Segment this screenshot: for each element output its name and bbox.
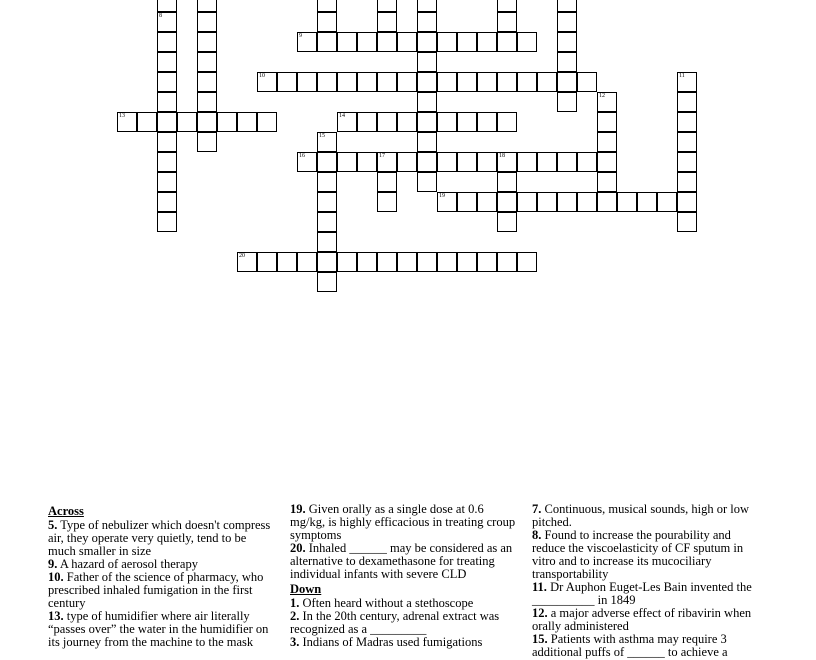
grid-cell[interactable] (377, 252, 397, 272)
grid-cell[interactable] (197, 72, 217, 92)
grid-cell[interactable] (557, 72, 577, 92)
grid-cell[interactable] (397, 152, 417, 172)
grid-cell[interactable] (497, 172, 517, 192)
grid-cell[interactable] (597, 152, 617, 172)
grid-cell[interactable] (257, 252, 277, 272)
grid-cell[interactable] (597, 172, 617, 192)
clue-number: 15 (319, 133, 325, 139)
clues-column-2 (290, 503, 518, 649)
clue-across-20: 20. Inhaled ______ may be considered as an alternative to dexamethasone for treating individual infants with severe CLD (290, 541, 513, 581)
grid-cell[interactable] (197, 112, 217, 132)
grid-cell[interactable] (417, 12, 437, 32)
grid-cell[interactable] (517, 192, 537, 212)
grid-cell[interactable] (157, 212, 177, 232)
grid-cell[interactable] (557, 52, 577, 72)
grid-cell[interactable] (437, 192, 457, 212)
grid-cell[interactable] (317, 272, 337, 292)
clues-column-3 (532, 503, 764, 659)
grid-cell[interactable] (397, 32, 417, 52)
clue-number: 8 (159, 13, 162, 19)
grid-cell[interactable] (457, 32, 477, 52)
grid-cell[interactable] (497, 72, 517, 92)
grid-cell[interactable] (317, 0, 337, 12)
grid-cell[interactable] (197, 0, 217, 12)
grid-cell[interactable] (677, 172, 697, 192)
clues-column-1 (48, 503, 276, 649)
grid-cell[interactable] (417, 0, 437, 12)
grid-cell[interactable] (377, 112, 397, 132)
grid-cell[interactable] (357, 32, 377, 52)
grid-cell[interactable] (297, 152, 317, 172)
grid-cell[interactable] (317, 172, 337, 192)
grid-cell[interactable] (637, 192, 657, 212)
grid-cell[interactable] (617, 192, 637, 212)
grid-cell[interactable] (157, 172, 177, 192)
grid-cell[interactable] (197, 32, 217, 52)
grid-cell[interactable] (377, 152, 397, 172)
clue-number: 18 (499, 153, 505, 159)
grid-cell[interactable] (477, 192, 497, 212)
grid-cell[interactable] (537, 72, 557, 92)
grid-cell[interactable] (437, 152, 457, 172)
clue-number: 12 (599, 93, 605, 99)
clue-down-2: 2. In the 20th century, adrenal extract was recognized as a _________ (290, 609, 500, 636)
grid-cell[interactable] (317, 132, 337, 152)
grid-cell[interactable] (297, 32, 317, 52)
grid-cell[interactable] (377, 32, 397, 52)
grid-cell[interactable] (677, 92, 697, 112)
clue-across-13: 13. type of humidifier where air literally “passes over” the water in the humidifier on its journey from the machine to the mask (48, 609, 269, 649)
grid-cell[interactable] (157, 32, 177, 52)
grid-cell[interactable] (397, 252, 417, 272)
clue-down-3: 3. Indians of Madras used fumigations (290, 635, 483, 649)
grid-cell[interactable] (417, 152, 437, 172)
grid-cell[interactable] (497, 112, 517, 132)
grid-cell[interactable] (317, 192, 337, 212)
grid-cell[interactable] (477, 152, 497, 172)
grid-cell[interactable] (277, 72, 297, 92)
grid-cell[interactable] (537, 192, 557, 212)
grid-cell[interactable] (357, 72, 377, 92)
grid-cell[interactable] (377, 192, 397, 212)
clue-number: 19 (439, 193, 445, 199)
grid-cell[interactable] (337, 72, 357, 92)
grid-cell[interactable] (497, 152, 517, 172)
grid-cell[interactable] (497, 12, 517, 32)
grid-cell[interactable] (437, 252, 457, 272)
grid-cell[interactable] (517, 252, 537, 272)
grid-cell[interactable] (417, 52, 437, 72)
grid-cell[interactable] (337, 112, 357, 132)
grid-cell[interactable] (397, 72, 417, 92)
grid-cell[interactable] (497, 192, 517, 212)
clue-number: 16 (299, 153, 305, 159)
grid-cell[interactable] (297, 252, 317, 272)
grid-cell[interactable] (517, 72, 537, 92)
grid-cell[interactable] (557, 12, 577, 32)
clue-down-8: 8. Found to increase the pourability and reduce the viscoelasticity of CF sputum in vitro and to increase its mucociliary transportability (532, 528, 744, 581)
grid-cell[interactable] (437, 72, 457, 92)
grid-cell[interactable] (557, 192, 577, 212)
grid-cell[interactable] (377, 0, 397, 12)
grid-cell[interactable] (177, 112, 197, 132)
grid-cell[interactable] (417, 172, 437, 192)
grid-cell[interactable] (317, 12, 337, 32)
grid-cell[interactable] (257, 112, 277, 132)
grid-cell[interactable] (497, 252, 517, 272)
grid-cell[interactable] (557, 152, 577, 172)
grid-cell[interactable] (197, 132, 217, 152)
grid-cell[interactable] (157, 52, 177, 72)
grid-cell[interactable] (157, 152, 177, 172)
grid-cell[interactable] (517, 152, 537, 172)
grid-cell[interactable] (497, 212, 517, 232)
clue-across-10: 10. Father of the science of pharmacy, who prescribed inhaled fumigation in the first century (48, 570, 264, 610)
grid-cell[interactable] (317, 152, 337, 172)
grid-cell[interactable] (357, 112, 377, 132)
grid-cell[interactable] (597, 112, 617, 132)
grid-cell[interactable] (657, 192, 677, 212)
grid-cell[interactable] (457, 252, 477, 272)
clue-down-7: 7. Continuous, musical sounds, high or low pitched. (532, 502, 750, 529)
grid-cell[interactable] (597, 192, 617, 212)
grid-cell[interactable] (417, 132, 437, 152)
grid-cell[interactable] (557, 92, 577, 112)
grid-cell[interactable] (157, 112, 177, 132)
grid-cell[interactable] (337, 152, 357, 172)
grid-cell[interactable] (317, 72, 337, 92)
grid-cell[interactable] (157, 92, 177, 112)
grid-cell[interactable] (157, 12, 177, 32)
grid-cell[interactable] (317, 212, 337, 232)
clue-number: 17 (379, 153, 385, 159)
grid-cell[interactable] (317, 32, 337, 52)
grid-cell[interactable] (477, 112, 497, 132)
grid-cell[interactable] (377, 72, 397, 92)
grid-cell[interactable] (537, 152, 557, 172)
down-heading: Down (290, 582, 322, 596)
grid-cell[interactable] (457, 152, 477, 172)
grid-cell[interactable] (417, 92, 437, 112)
grid-cell[interactable] (497, 32, 517, 52)
grid-cell[interactable] (377, 172, 397, 192)
grid-cell[interactable] (577, 152, 597, 172)
grid-cell[interactable] (217, 112, 237, 132)
grid-cell[interactable] (277, 252, 297, 272)
grid-cell[interactable] (297, 72, 317, 92)
grid-cell[interactable] (597, 132, 617, 152)
grid-cell[interactable] (137, 112, 157, 132)
grid-cell[interactable] (117, 112, 137, 132)
grid-cell[interactable] (417, 252, 437, 272)
grid-cell[interactable] (597, 92, 617, 112)
grid-cell[interactable] (437, 32, 457, 52)
clue-across-5: 5. Type of nebulizer which doesn't compress air, they operate very quietly, tend to be much smaller in size (48, 518, 271, 558)
grid-cell[interactable] (417, 112, 437, 132)
grid-cell[interactable] (677, 212, 697, 232)
grid-cell[interactable] (557, 0, 577, 12)
grid-cell[interactable] (477, 72, 497, 92)
grid-cell[interactable] (157, 132, 177, 152)
clue-number: 14 (339, 113, 345, 119)
grid-cell[interactable] (677, 112, 697, 132)
grid-cell[interactable] (237, 252, 257, 272)
grid-cell[interactable] (577, 72, 597, 92)
grid-cell[interactable] (477, 252, 497, 272)
clue-down-15: 15. Patients with asthma may require 3 additional puffs of ______ to achieve a (532, 632, 728, 659)
grid-cell[interactable] (357, 252, 377, 272)
clue-number: 10 (259, 73, 265, 79)
grid-cell[interactable] (197, 12, 217, 32)
grid-cell[interactable] (457, 72, 477, 92)
grid-cell[interactable] (397, 112, 417, 132)
across-heading: Across (48, 504, 84, 518)
grid-cell[interactable] (417, 72, 437, 92)
grid-cell[interactable] (157, 72, 177, 92)
crossword-grid (0, 0, 816, 300)
clue-down-11: 11. Dr Auphon Euget-Les Bain invented the __________ in 1849 (532, 580, 752, 607)
grid-cell[interactable] (357, 152, 377, 172)
grid-cell[interactable] (577, 192, 597, 212)
grid-cell[interactable] (677, 192, 697, 212)
grid-cell[interactable] (337, 32, 357, 52)
clue-number: 20 (239, 253, 245, 259)
grid-cell[interactable] (377, 12, 397, 32)
clue-across-19: 19. Given orally as a single dose at 0.6 mg/kg, is highly efficacious in treating croup symptoms (290, 502, 516, 542)
grid-cell[interactable] (457, 112, 477, 132)
grid-cell[interactable] (157, 192, 177, 212)
grid-cell[interactable] (457, 192, 477, 212)
grid-cell[interactable] (437, 112, 457, 132)
grid-cell[interactable] (257, 72, 277, 92)
grid-cell[interactable] (557, 32, 577, 52)
grid-cell[interactable] (477, 32, 497, 52)
clue-number: 9 (299, 33, 302, 39)
clue-number: 13 (119, 113, 125, 119)
grid-cell[interactable] (517, 32, 537, 52)
grid-cell[interactable] (677, 72, 697, 92)
grid-cell[interactable] (677, 132, 697, 152)
clue-down-12: 12. a major adverse effect of ribavirin when orally administered (532, 606, 752, 633)
grid-cell[interactable] (337, 252, 357, 272)
grid-cell[interactable] (317, 252, 337, 272)
grid-cell[interactable] (317, 232, 337, 252)
clue-across-9: 9. A hazard of aerosol therapy (48, 557, 198, 571)
clue-number: 11 (679, 73, 685, 79)
grid-cell[interactable] (417, 32, 437, 52)
grid-cell[interactable] (157, 0, 177, 12)
grid-cell[interactable] (497, 0, 517, 12)
grid-cell[interactable] (197, 92, 217, 112)
grid-cell[interactable] (237, 112, 257, 132)
grid-cell[interactable] (197, 52, 217, 72)
clue-down-1: 1. Often heard without a stethoscope (290, 596, 474, 610)
grid-cell[interactable] (677, 152, 697, 172)
